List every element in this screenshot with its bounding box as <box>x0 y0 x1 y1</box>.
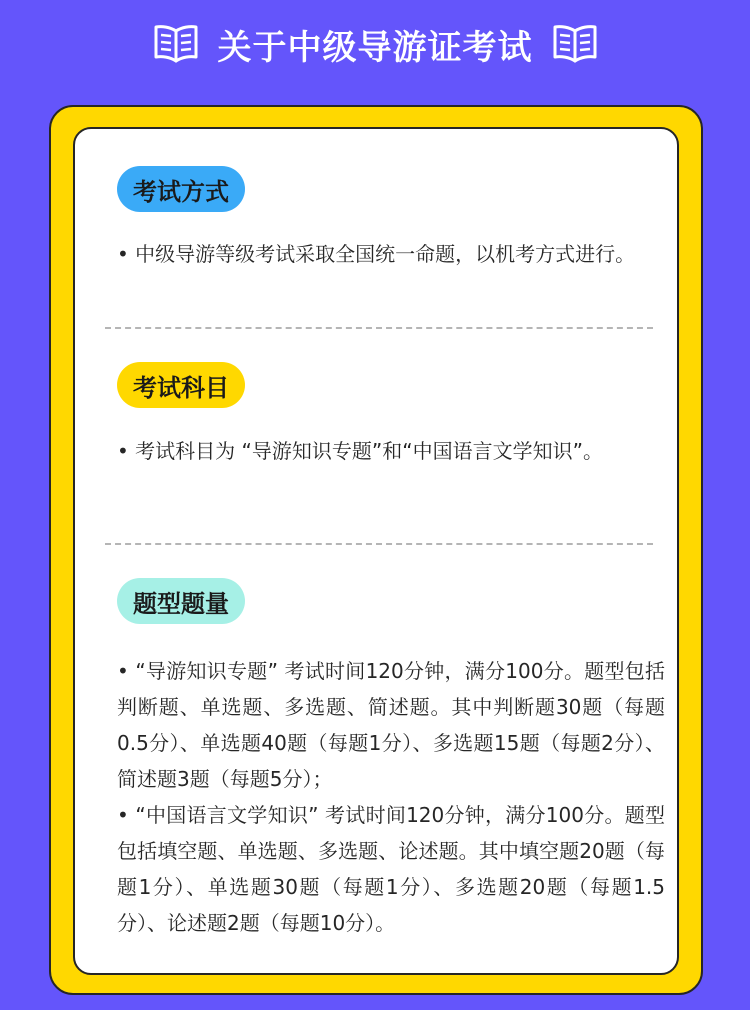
open-book-icon <box>551 23 599 65</box>
paragraph: • “导游知识专题” 考试时间120分钟，满分100分。题型包括判断题、单选题、多选题、简述题。其中判断题30题（每题0.5分）、单选题40题（每题1分）、多选题15题（每题2分）、简述题3题（每题5分）； <box>117 659 665 791</box>
section-text-exam-subjects <box>117 433 665 469</box>
section-text-question-types <box>117 653 665 941</box>
page-title: 关于中级导游证考试 <box>217 27 533 68</box>
outer-card <box>49 105 703 995</box>
paragraph: • 中级导游等级考试采取全国统一命题，以机考方式进行。 <box>117 242 636 266</box>
dashed-divider <box>105 327 653 329</box>
section-label-exam-method: 考试方式 <box>117 166 245 212</box>
open-book-icon <box>152 23 200 65</box>
section-text-exam-method <box>117 236 665 272</box>
paragraph: • 考试科目为 “导游知识专题”和“中国语言文学知识”。 <box>117 439 603 463</box>
dashed-divider <box>105 543 653 545</box>
content-card <box>73 127 679 975</box>
section-label-question-types: 题型题量 <box>117 578 245 624</box>
section-label-exam-subjects: 考试科目 <box>117 362 245 408</box>
page-header <box>0 16 750 72</box>
paragraph: • “中国语言文学知识” 考试时间120分钟，满分100分。题型包括填空题、单选题、多选题、论述题。其中填空题20题（每题1分）、单选题30题（每题1分）、多选题20题（每题1.5分）、论述题2题（每题10分）。 <box>117 803 665 935</box>
